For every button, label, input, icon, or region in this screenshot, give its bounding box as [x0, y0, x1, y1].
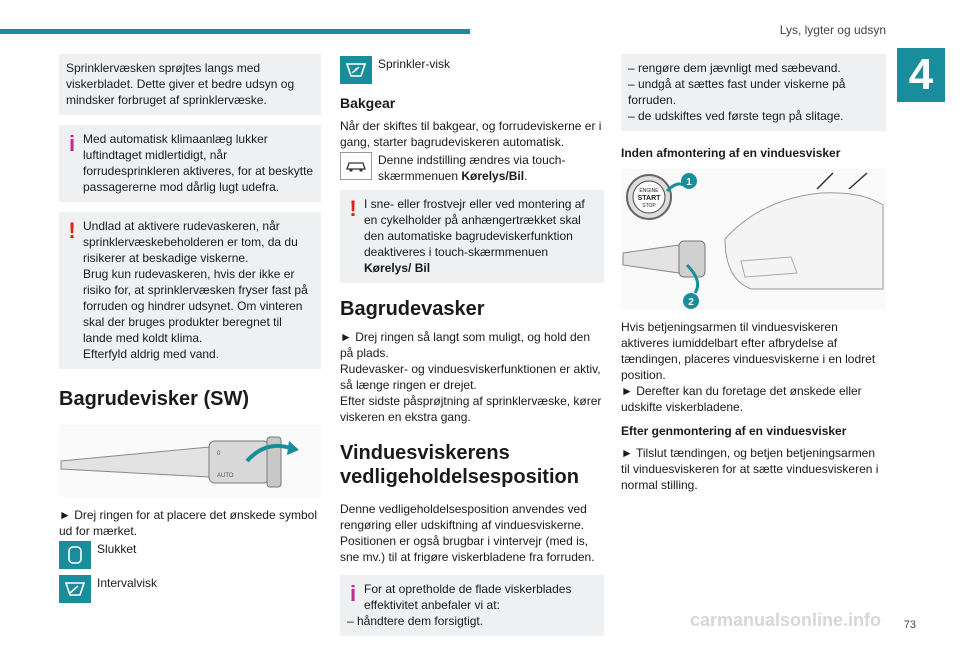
warning-note-rear-wiper — [340, 190, 604, 283]
page-number: 73 — [903, 619, 916, 631]
removal-illustration — [621, 169, 886, 309]
reverse-heading: Bakgear — [340, 95, 396, 111]
stalk-label-auto: AUTO — [217, 473, 234, 479]
care-item-2: – undgå at sættes fast under viskerne på forruden. — [628, 77, 846, 107]
column-1 — [59, 54, 321, 609]
symbol-row-off — [59, 541, 321, 569]
washer-text-2: Rudevasker- og vinduesviskerfunktionen er aktiv, så længe ringen er drejet. — [340, 362, 601, 392]
rear-wiper-heading: Bagrudevisker (SW) — [59, 388, 250, 410]
before-removal-heading: Inden afmontering af en vinduesvisker — [621, 146, 841, 160]
service-position-heading: Vinduesviskerens vedligeholdelsesposition — [340, 442, 579, 488]
symbol-label-off: Slukket — [97, 542, 137, 556]
reverse-setting-row — [340, 152, 604, 184]
button-text-engine: ENGINE — [639, 188, 659, 194]
info-blades-text: For at opretholde de flade viskerblades effektivitet anbefaler vi at: — [364, 582, 572, 612]
info-note-text: Med automatisk klimaanlæg lukker luftindtaget midlertidigt, når forrudesprinkleren aktiveres, for at beskytte passagererne mod dårlig lugt udefra. — [83, 132, 314, 194]
rear-washer-heading: Bagrudevasker — [340, 298, 485, 320]
symbol-row-intermittent — [59, 575, 321, 603]
menu-path-bold: Kørelys/Bil — [461, 169, 525, 183]
care-item-1: – rengøre dem jævnligt med sæbevand. — [628, 61, 841, 75]
info-note-blades — [340, 575, 604, 636]
car-icon — [340, 152, 372, 180]
warning-rear-wiper-text: I sne- eller frostvejr eller ved montering af en cykelholder på anhængertrækket skal den automatiske bagrudeviskerfunktion deaktiveres i touch-skærmmenuen Kørelys/ Bil — [364, 197, 585, 275]
washer-text-1: ► Drej ringen så langt som muligt, og hold den på plads. — [340, 330, 591, 360]
after-text: ► Tilslut tændingen, og betjen betjeningsarmen til vinduesviskeren for at sætte vinduesviskeren i normal stilling. — [621, 446, 879, 492]
stalk-label-0: 0 — [217, 451, 221, 457]
rear-wiper-stalk-illustration — [59, 425, 321, 497]
column-2 — [340, 54, 604, 646]
menu-path-bold-2: Kørelys/ Bil — [364, 261, 431, 275]
header-accent-bar — [0, 29, 470, 34]
rear-wiper-instruction: ► Drej ringen for at placere det ønskede symbol ud for mærket. — [59, 508, 317, 538]
warning-note-washer — [59, 212, 321, 369]
washer-info-box — [59, 54, 321, 115]
wiper-off-icon — [59, 541, 91, 569]
warning-icon: ! — [349, 196, 357, 221]
washer-info-text: Sprinklervæsken sprøjtes langs med viskerbladet. Dette giver et bedre udsyn og mindsker forbruget af sprinklervæske. — [66, 61, 295, 107]
symbol-label-intermittent: Intervalvisk — [97, 576, 158, 590]
info-note-climate — [59, 125, 321, 202]
care-item-3: – de udskiftes ved første tegn på slitage. — [628, 109, 844, 123]
info-blades-item: – håndtere dem forsigtigt. — [347, 614, 484, 628]
button-text-stop: STOP — [642, 203, 656, 209]
warning-text-2: Brug kun rudevaskeren, hvis der ikke er risiko for, at sprinklervæsken fryser fast på forruden og hindrer udsynet. Om vinteren skal der bruges produkter beregnet til lande med koldt klima. — [83, 267, 308, 345]
service-text-1: Denne vedligeholdelsesposition anvendes ved rengøring eller udskiftning af vinduesviskerne. — [340, 502, 587, 532]
chapter-tab: 4 — [897, 48, 945, 102]
engine-button-and-wiper-icon — [621, 169, 886, 309]
reverse-text: Når der skiftes til bakgear, og forrudeviskerne er i gang, starter bagrudeviskeren automatisk. — [340, 119, 602, 149]
before-text-2: ► Derefter kan du foretage det ønskede eller udskifte viskerbladene. — [621, 384, 862, 414]
wiper-stalk-icon — [59, 425, 321, 497]
info-icon: i — [68, 131, 76, 156]
wiper-intermittent-icon — [59, 575, 91, 603]
wiper-spray-icon — [340, 56, 372, 84]
symbol-row-spray — [340, 56, 604, 84]
blade-care-box — [621, 54, 886, 131]
after-mounting-heading: Efter genmontering af en vinduesvisker — [621, 424, 847, 438]
warning-icon: ! — [68, 218, 76, 243]
warning-text-1: Undlad at aktivere rudevaskeren, når sprinklervæskebeholderen er tom, da du risikerer at beskadige viskerne. — [83, 219, 298, 265]
callout-2: 2 — [688, 297, 694, 308]
warning-text-3: Efterfyld aldrig med vand. — [83, 347, 220, 361]
reverse-setting-text: Denne indstilling ændres via touch-skærmmenuen Kørelys/Bil. — [378, 153, 566, 183]
info-icon: i — [349, 581, 357, 606]
washer-text-3: Efter sidste påsprøjtning af sprinklervæske, kører viskeren en ekstra gang. — [340, 394, 602, 424]
column-3 — [621, 54, 886, 493]
watermark: carmanualsonline.info — [690, 610, 882, 630]
symbol-label-spray: Sprinkler-visk — [378, 57, 451, 71]
callout-1: 1 — [686, 177, 692, 188]
service-text-2: Positionen er også brugbar i vintervejr (med is, sne mv.) til at frigøre viskerbladene fra forruden. — [340, 534, 595, 564]
button-text-start: START — [637, 195, 661, 202]
before-text-1: Hvis betjeningsarmen til vinduesviskeren aktiveres iumiddelbart efter afbrydelse af tændingen, placeres vinduesviskerne i en lodret position. — [621, 320, 876, 382]
section-title: Lys, lygter og udsyn — [779, 23, 886, 37]
